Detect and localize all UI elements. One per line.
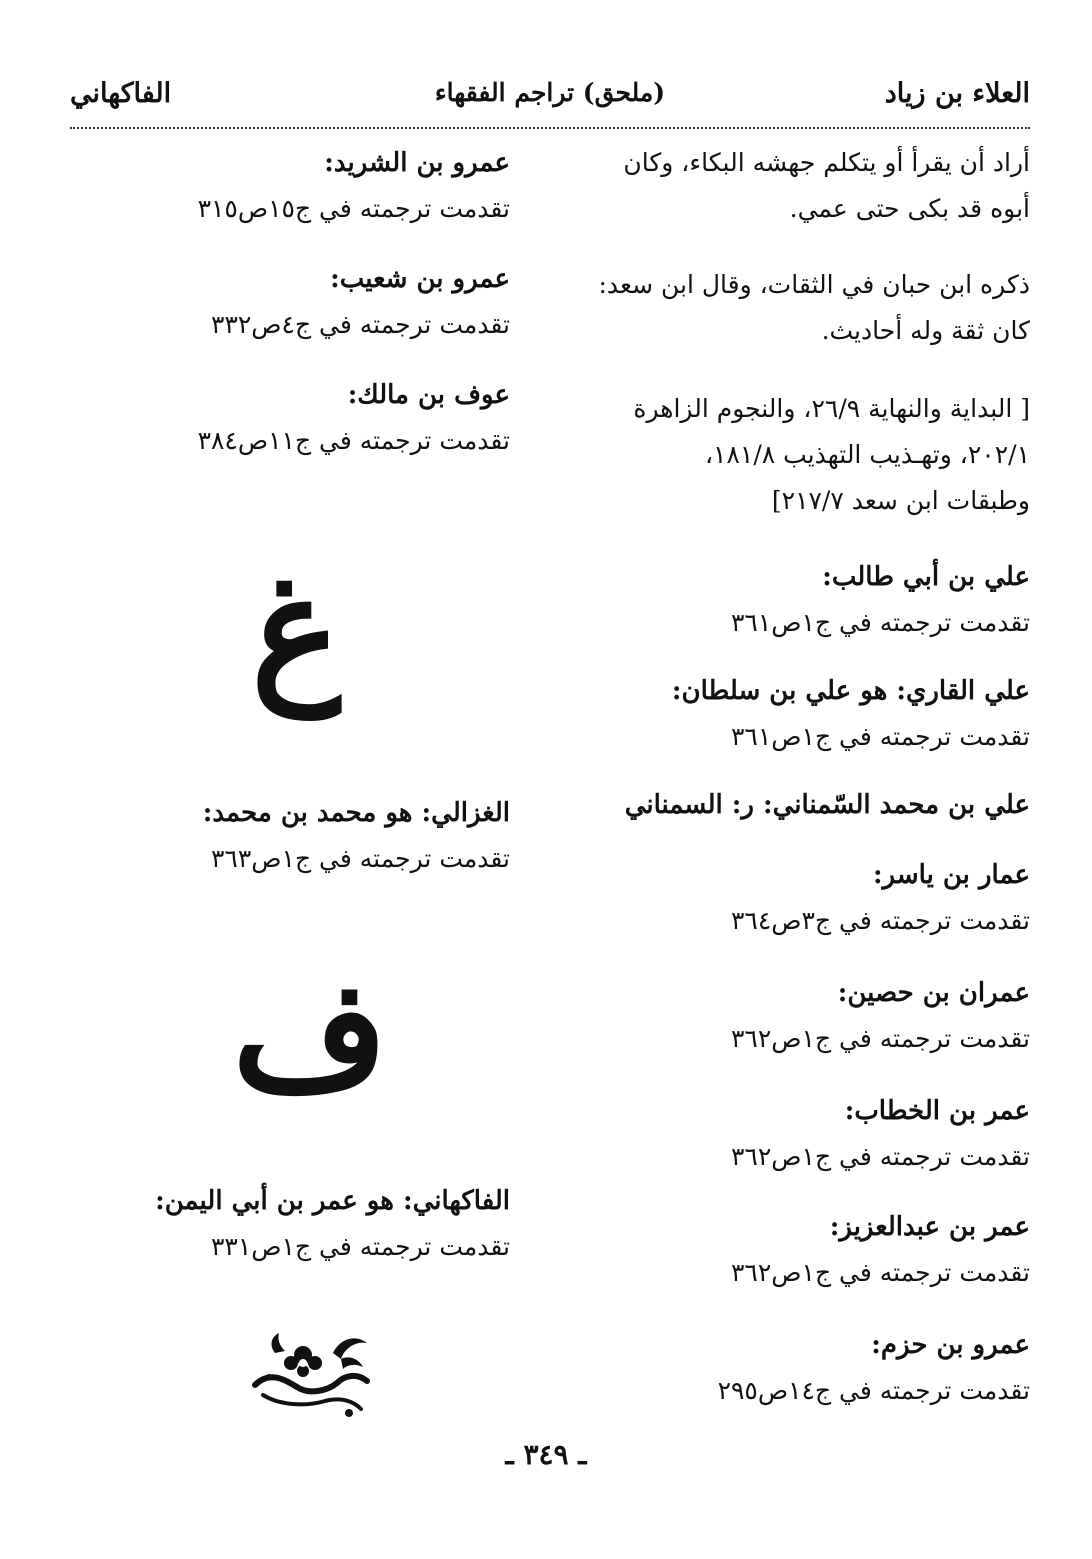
entry [580,782,1030,828]
paragraph-line: ذكره ابن حبان في الثقات، وقال ابن سعد: [598,270,1030,299]
entry [180,790,510,882]
entry-reference: تقدمت ترجمته في ج١١ص٣٨٤ [197,426,510,455]
header-last-entry: الفاكهاني [70,78,172,109]
entry-title: عمرو بن الشريد: [324,148,510,178]
entry-title: عمر بن الخطاب: [844,1096,1030,1126]
second-paragraph [580,262,1030,354]
entry-title: الغزالي: هو محمد بن محمد: [202,798,510,828]
paragraph-line: أراد أن يقرأ أو يتكلم جهشه البكاء، وكان [623,148,1030,177]
entry-reference: تقدمت ترجمته في ج١ص٣٦٢ [730,1142,1030,1171]
entry-title: الفاكهاني: هو عمر بن أبي اليمن: [155,1186,510,1216]
intro-paragraph [580,140,1030,232]
entry-reference: تقدمت ترجمته في ج١٥ص٣١٥ [197,194,510,223]
entry-reference: تقدمت ترجمته في ج٤ص٣٣٢ [210,310,510,339]
entry-reference: تقدمت ترجمته في ج١ص٣٦١ [730,608,1030,637]
section-letter-ghain: غ [251,542,341,718]
entry [580,1322,1030,1414]
entry [180,372,510,464]
paragraph-line: وطبقات ابن سعد ٢١٧/٧] [771,486,1030,515]
entry [580,852,1030,944]
entry [580,1204,1030,1296]
entry-title: عوف بن مالك: [347,380,510,410]
entry-reference: تقدمت ترجمته في ج١ص٣٦٢ [730,1024,1030,1053]
entry-title: عمر بن عبدالعزيز: [829,1212,1030,1242]
entry [580,554,1030,646]
paragraph-line: كان ثقة وله أحاديث. [821,316,1030,345]
entry-title: عمرو بن شعيب: [330,264,510,294]
entry [180,140,510,232]
entry-reference: تقدمت ترجمته في ج١ص٣٦١ [730,722,1030,751]
entry-reference: تقدمت ترجمته في ج٣ص٣٦٤ [730,906,1030,935]
entry [580,970,1030,1062]
sources-paragraph [580,386,1030,524]
page-number: ـ ٣٤٩ ـ [505,1438,587,1471]
entry [155,1178,510,1270]
entry-reference: تقدمت ترجمته في ج١ص٣٦٢ [730,1258,1030,1287]
entry-title: علي القاري: هو علي بن سلطان: [671,676,1030,706]
paragraph-line: أبوه قد بكى حتى عمي. [789,194,1030,223]
header-entry-name: العلاء بن زياد [884,78,1030,109]
paragraph-line: [ البداية والنهاية ٢٦/٩، والنجوم الزاهرة [633,394,1030,423]
header-section-title: (ملحق) تراجم الفقهاء [434,78,666,107]
entry [580,668,1030,760]
entry [580,1088,1030,1180]
entry-reference: تقدمت ترجمته في ج١ص٣٦٣ [210,844,510,873]
running-header [70,78,1030,122]
entry-title: علي بن محمد السّمناني: ر: السمناني [624,790,1030,820]
header-divider [70,127,1030,129]
floral-ornament-icon [245,1325,385,1420]
entry-title: عمران بن حصين: [837,978,1030,1008]
entry-reference: تقدمت ترجمته في ج١ص٣٣١ [210,1232,510,1261]
entry [180,256,510,348]
section-letter-fa: ف [232,947,388,1123]
paragraph-line: ٢٠٢/١، وتهـذيب التهذيب ١٨١/٨، [704,440,1030,469]
entry-title: علي بن أبي طالب: [822,562,1030,592]
entry-title: عمرو بن حزم: [871,1330,1030,1360]
entry-reference: تقدمت ترجمته في ج١٤ص٢٩٥ [717,1376,1030,1405]
entry-title: عمار بن ياسر: [872,860,1030,890]
